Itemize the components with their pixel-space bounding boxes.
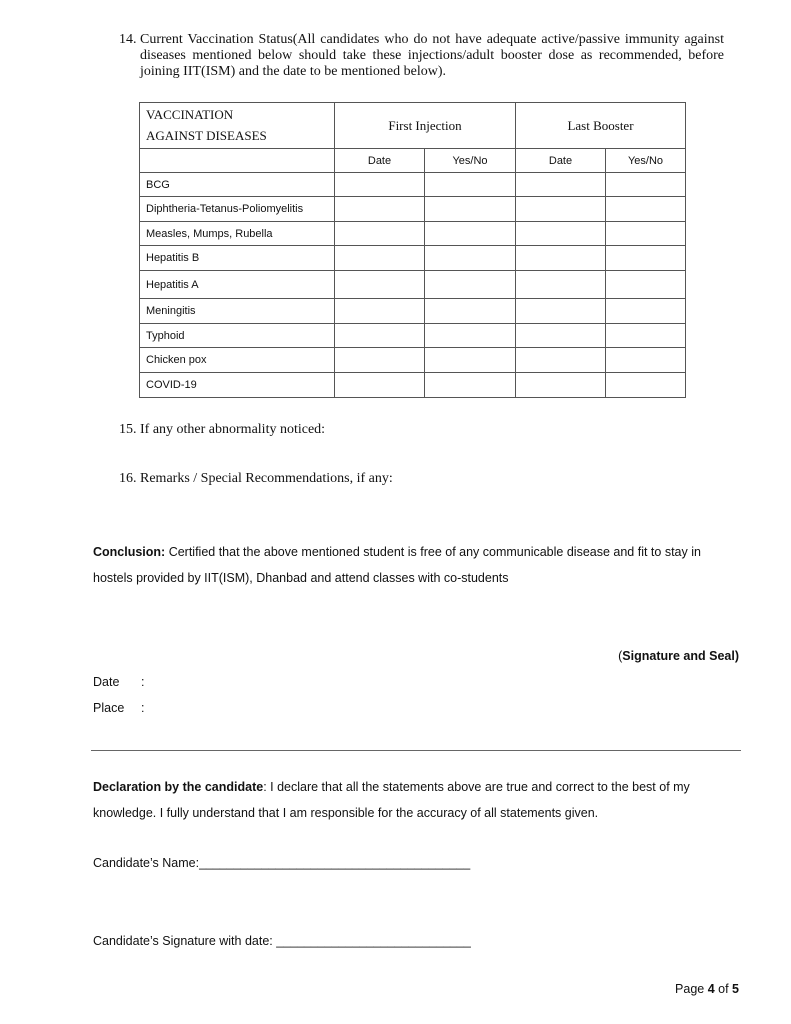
conclusion-label: Conclusion: [93,545,166,559]
header-vaccination-against-diseases [140,103,335,149]
item-14-text: Current Vaccination Status(All candidates who do not have adequate active/passive immunity against diseases mentioned below should take these injections/adult booster dose as recommended, before joining IIT(ISM) and the date to be mentioned below). [140,32,724,79]
yesno-cell[interactable] [425,299,516,324]
date-cell[interactable] [516,271,606,299]
table-row [140,173,686,197]
page-of: of [714,982,733,996]
section-divider [91,750,741,751]
item-16-number: 16. [119,471,137,486]
disease-name: Hepatitis A [140,271,335,299]
conclusion-line-1: Certified that the above mentioned student is free of any communicable disease and fit to stay in [165,545,701,559]
place-label: Place [93,701,125,715]
subheader-empty-cell [140,149,335,173]
table-row [140,246,686,271]
item-14-number: 14. [119,32,137,47]
subheader-yesno-first: Yes/No [425,149,516,173]
yesno-cell[interactable] [425,197,516,222]
yesno-cell[interactable] [606,246,686,271]
yesno-cell[interactable] [606,348,686,373]
date-colon: : [141,675,145,689]
yesno-cell[interactable] [425,271,516,299]
table-row [140,222,686,246]
table-row [140,197,686,222]
yesno-cell[interactable] [606,373,686,398]
yesno-cell[interactable] [425,246,516,271]
date-cell[interactable] [516,222,606,246]
header-line-1: VACCINATION [146,107,234,122]
subheader-date-first: Date [335,149,425,173]
date-cell[interactable] [335,173,425,197]
disease-name: BCG [140,173,335,197]
candidate-name-field[interactable]: Candidate’s Name:_______________________________________ [93,856,471,870]
table-row [140,348,686,373]
item-16-text: Remarks / Special Recommendations, if any: [140,471,393,486]
declaration-label: Declaration by the candidate [93,780,264,794]
yesno-cell[interactable] [606,271,686,299]
subheader-yesno-booster: Yes/No [606,149,686,173]
signature-paren: ( [618,649,623,663]
disease-name: Typhoid [140,324,335,348]
item-15-text: If any other abnormality noticed: [140,422,326,437]
disease-name: Hepatitis B [140,246,335,271]
date-cell[interactable] [335,373,425,398]
date-cell[interactable] [335,324,425,348]
date-cell[interactable] [516,348,606,373]
place-colon: : [141,701,145,715]
date-cell[interactable] [516,246,606,271]
header-last-booster: Last Booster [516,103,686,149]
date-cell[interactable] [335,197,425,222]
date-cell[interactable] [516,373,606,398]
date-cell[interactable] [516,197,606,222]
disease-name: COVID-19 [140,373,335,398]
date-cell[interactable] [516,173,606,197]
page-total: 5 [732,982,739,996]
date-cell[interactable] [335,222,425,246]
yesno-cell[interactable] [606,324,686,348]
disease-name: Chicken pox [140,348,335,373]
yesno-cell[interactable] [425,222,516,246]
disease-name: Measles, Mumps, Rubella [140,222,335,246]
signature-label: Signature and Seal) [622,649,739,663]
yesno-cell[interactable] [425,348,516,373]
table-row [140,299,686,324]
table-row [140,271,686,299]
yesno-cell[interactable] [425,173,516,197]
page-prefix: Page [675,982,708,996]
yesno-cell[interactable] [606,173,686,197]
signature-and-seal [618,649,739,663]
declaration-line-2: knowledge. I fully understand that I am responsible for the accuracy of all statements given. [93,806,599,820]
yesno-cell[interactable] [606,299,686,324]
page-current: 4 [707,982,715,996]
header-first-injection: First Injection [335,103,516,149]
yesno-cell[interactable] [425,324,516,348]
date-cell[interactable] [516,324,606,348]
table-header-row [140,103,686,149]
date-cell[interactable] [335,246,425,271]
header-line-2: AGAINST DISEASES [146,128,267,143]
table-row [140,373,686,398]
declaration-paragraph [93,774,753,826]
conclusion-line-2: hostels provided by IIT(ISM), Dhanbad and attend classes with co-students [93,571,509,585]
disease-name: Diphtheria-Tetanus-Poliomyelitis [140,197,335,222]
candidate-signature-field[interactable]: Candidate’s Signature with date: ____________________________ [93,934,471,948]
date-cell[interactable] [335,271,425,299]
yesno-cell[interactable] [606,197,686,222]
item-15-number: 15. [119,422,137,437]
subheader-date-booster: Date [516,149,606,173]
yesno-cell[interactable] [425,373,516,398]
table-subheader-row [140,149,686,173]
page-number [675,982,739,996]
disease-name: Meningitis [140,299,335,324]
declaration-line-1: : I declare that all the statements above are true and correct to the best of my [263,780,690,794]
date-cell[interactable] [335,299,425,324]
vaccination-table [139,102,686,398]
yesno-cell[interactable] [606,222,686,246]
table-row [140,324,686,348]
conclusion-paragraph [93,539,753,591]
date-cell[interactable] [516,299,606,324]
date-label: Date [93,675,120,689]
date-cell[interactable] [335,348,425,373]
